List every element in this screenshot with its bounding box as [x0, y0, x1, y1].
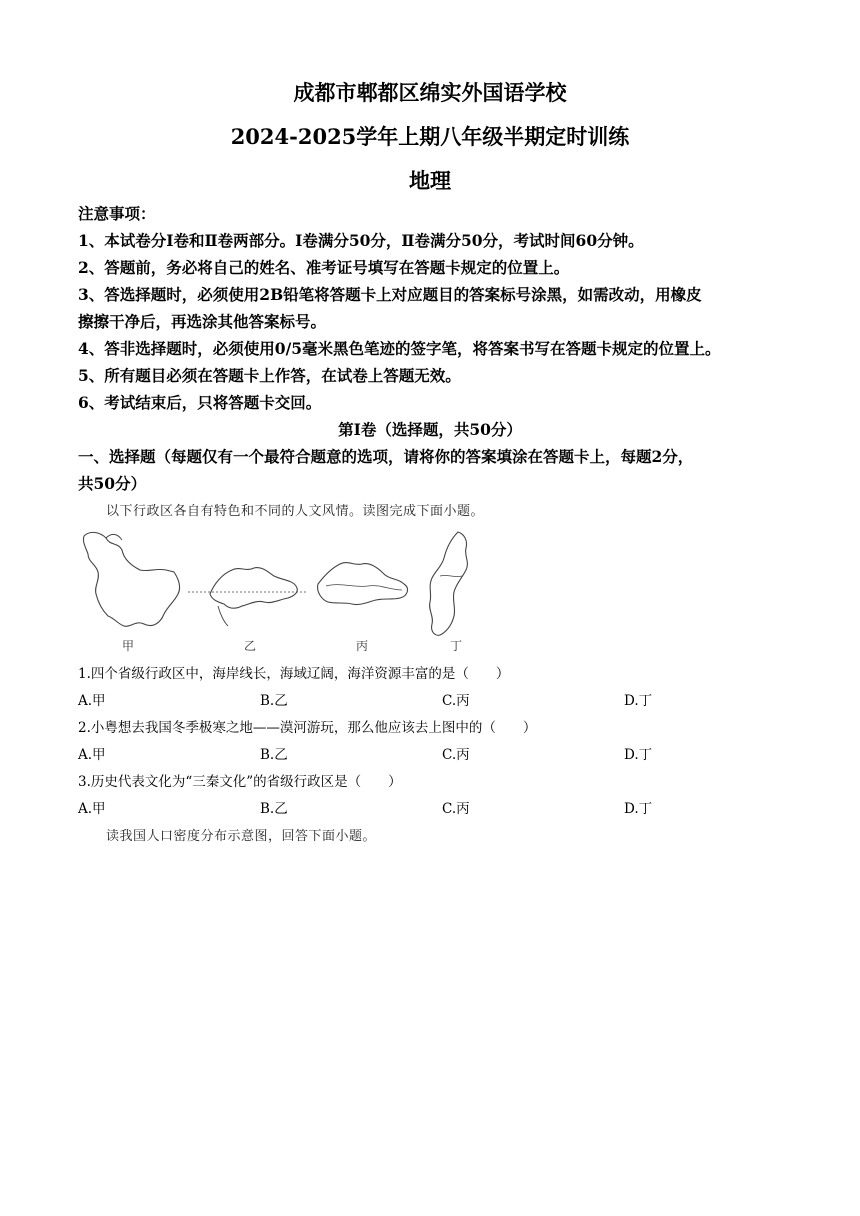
exam-title: 2024-2025学年上期八年级半期定时训练 — [230, 124, 630, 149]
q2-option-d: D.丁 — [624, 747, 653, 763]
note-item: 1、本试卷分Ⅰ卷和Ⅱ卷两部分。Ⅰ卷满分50分，Ⅱ卷满分50分，考试时间60分钟。 — [78, 231, 644, 250]
map-label-yi: 乙 — [243, 639, 257, 653]
map-ding — [430, 532, 468, 635]
q2-option-a: A.甲 — [78, 747, 106, 763]
note-item: 3、答选择题时，必须使用2B铅笔将答题卡上对应题目的答案标号涂黑，如需改动，用橡皮 — [78, 285, 702, 304]
map-label-jia: 甲 — [121, 639, 135, 653]
q2-option-c: C.丙 — [442, 747, 470, 763]
map-bing — [318, 563, 408, 605]
subject-title: 地理 — [409, 168, 451, 193]
section-instruction-cont: 共50分） — [78, 474, 147, 493]
map-label-bing: 丙 — [355, 639, 369, 653]
note-item: 5、所有题目必须在答题卡上作答，在试卷上答题无效。 — [78, 366, 461, 385]
q3-option-c: C.丙 — [442, 801, 470, 817]
map-label-ding: 丁 — [449, 639, 463, 653]
map-intro: 以下行政区各自有特色和不同的人文风情。读图完成下面小题。 — [106, 504, 485, 519]
note-item: 6、考试结束后，只将答题卡交回。 — [78, 393, 322, 412]
q3-option-b: B.乙 — [260, 801, 288, 817]
density-intro: 读我国人口密度分布示意图，回答下面小题。 — [106, 829, 377, 844]
school-title: 成都市郫都区绵实外国语学校 — [293, 80, 567, 105]
q1-option-b: B.乙 — [260, 693, 288, 709]
question-1: 1.四个省级行政区中，海岸线长，海域辽阔，海洋资源丰富的是（ ） — [78, 666, 510, 682]
question-3: 3.历史代表文化为“三秦文化”的省级行政区是（ ） — [78, 774, 402, 790]
section-instruction: 一、选择题（每题仅有一个最符合题意的选项，请将你的答案填涂在答题卡上，每题2分， — [78, 447, 694, 466]
map-jia — [83, 532, 179, 626]
map-yi — [188, 568, 308, 626]
q1-option-a: A.甲 — [78, 693, 106, 709]
q1-option-d: D.丁 — [624, 693, 653, 709]
q3-option-a: A.甲 — [78, 801, 106, 817]
notes-heading: 注意事项： — [78, 204, 156, 223]
province-outline-maps — [78, 528, 498, 654]
q2-option-b: B.乙 — [260, 747, 288, 763]
q3-option-d: D.丁 — [624, 801, 653, 817]
note-item: 4、答非选择题时，必须使用0/5毫米黑色笔迹的签字笔，将答案书写在答题卡规定的位置上。 — [78, 339, 721, 358]
note-item: 2、答题前，务必将自己的姓名、准考证号填写在答题卡规定的位置上。 — [78, 258, 570, 277]
question-2: 2.小粤想去我国冬季极寒之地——漠河游玩，那么他应该去上图中的（ ） — [78, 720, 537, 736]
q1-option-c: C.丙 — [442, 693, 470, 709]
section-title: 第Ⅰ卷（选择题，共50分） — [338, 420, 522, 439]
note-item: 擦擦干净后，再选涂其他答案标号。 — [78, 312, 327, 331]
